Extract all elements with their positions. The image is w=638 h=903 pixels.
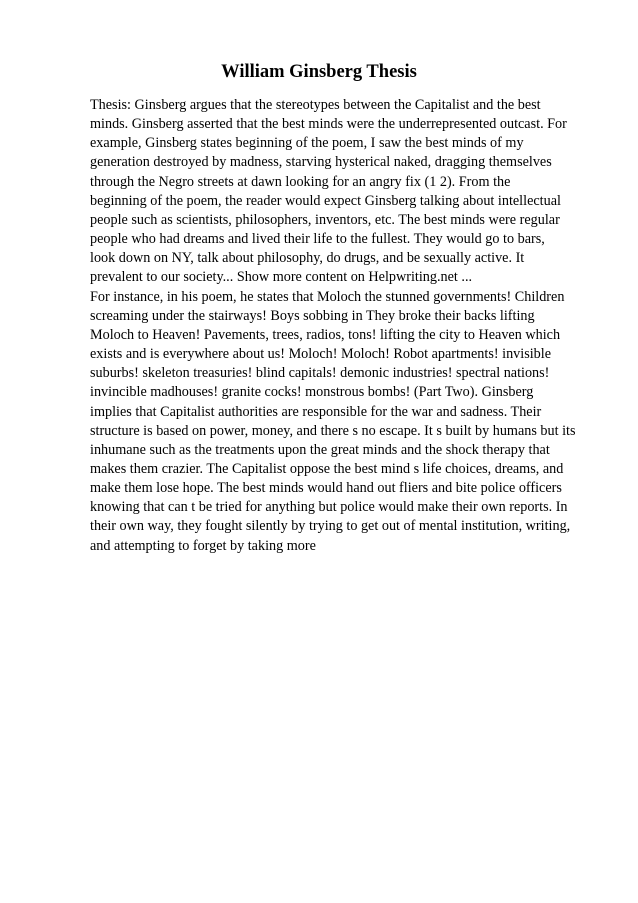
text-line: suburbs! skeleton treasuries! blind capitals! demonic industries! spectral nations! (90, 365, 550, 382)
text-line: Moloch to Heaven! Pavements, trees, radios, tons! lifting the city to Heaven which (90, 326, 561, 343)
text-line: prevalent to our society... Show more content on Helpwriting.net ... (90, 269, 473, 286)
text-line: exists and is everywhere about us! Moloch! Moloch! Robot apartments! invisible (90, 346, 551, 363)
text-line: structure is based on power, money, and there s no escape. It s built by humans but its (90, 422, 576, 439)
text-line: screaming under the stairways! Boys sobbing in They broke their backs lifting (90, 307, 535, 324)
document-title: William Ginsberg Thesis (221, 62, 417, 82)
text-line: invincible madhouses! granite cocks! monstrous bombs! (Part Two). Ginsberg (90, 384, 534, 401)
text-line: and attempting to forget by taking more (90, 537, 316, 554)
text-line: look down on NY, talk about philosophy, do drugs, and be sexually active. It (90, 250, 525, 267)
text-line: beginning of the poem, the reader would expect Ginsberg talking about intellectual (90, 192, 561, 209)
text-line: people such as scientists, philosophers, inventors, etc. The best minds were regular (90, 211, 560, 228)
text-line: make them lose hope. The best minds would hand out fliers and bite police officers (90, 480, 562, 497)
text-line: knowing that can t be tried for anything but police would make their own reports. In (90, 499, 568, 516)
text-line: generation destroyed by madness, starving hysterical naked, dragging themselves (90, 154, 552, 171)
text-line: For instance, in his poem, he states that Moloch the stunned governments! Children (90, 288, 565, 305)
text-line: makes them crazier. The Capitalist oppose the best mind s life choices, dreams, and (90, 460, 564, 477)
text-line: people who had dreams and lived their life to the fullest. They would go to bars, (90, 231, 545, 248)
text-line: their own way, they fought silently by trying to get out of mental institution, writing, (90, 518, 571, 535)
text-line: example, Ginsberg states beginning of the poem, I saw the best minds of my (90, 135, 524, 152)
paragraph (90, 288, 590, 556)
text-line: inhumane such as the treatments upon the great minds and the shock therapy that (90, 441, 550, 458)
paragraph (90, 96, 590, 288)
text-line: through the Negro streets at dawn looking for an angry fix (1 2). From the (90, 173, 511, 190)
text-line: Thesis: Ginsberg argues that the stereotypes between the Capitalist and the best (90, 97, 541, 113)
document-body (90, 96, 590, 556)
text-line: implies that Capitalist authorities are responsible for the war and sadness. Their (90, 403, 542, 420)
text-line: minds. Ginsberg asserted that the best minds were the underrepresented outcast. For (90, 116, 567, 133)
